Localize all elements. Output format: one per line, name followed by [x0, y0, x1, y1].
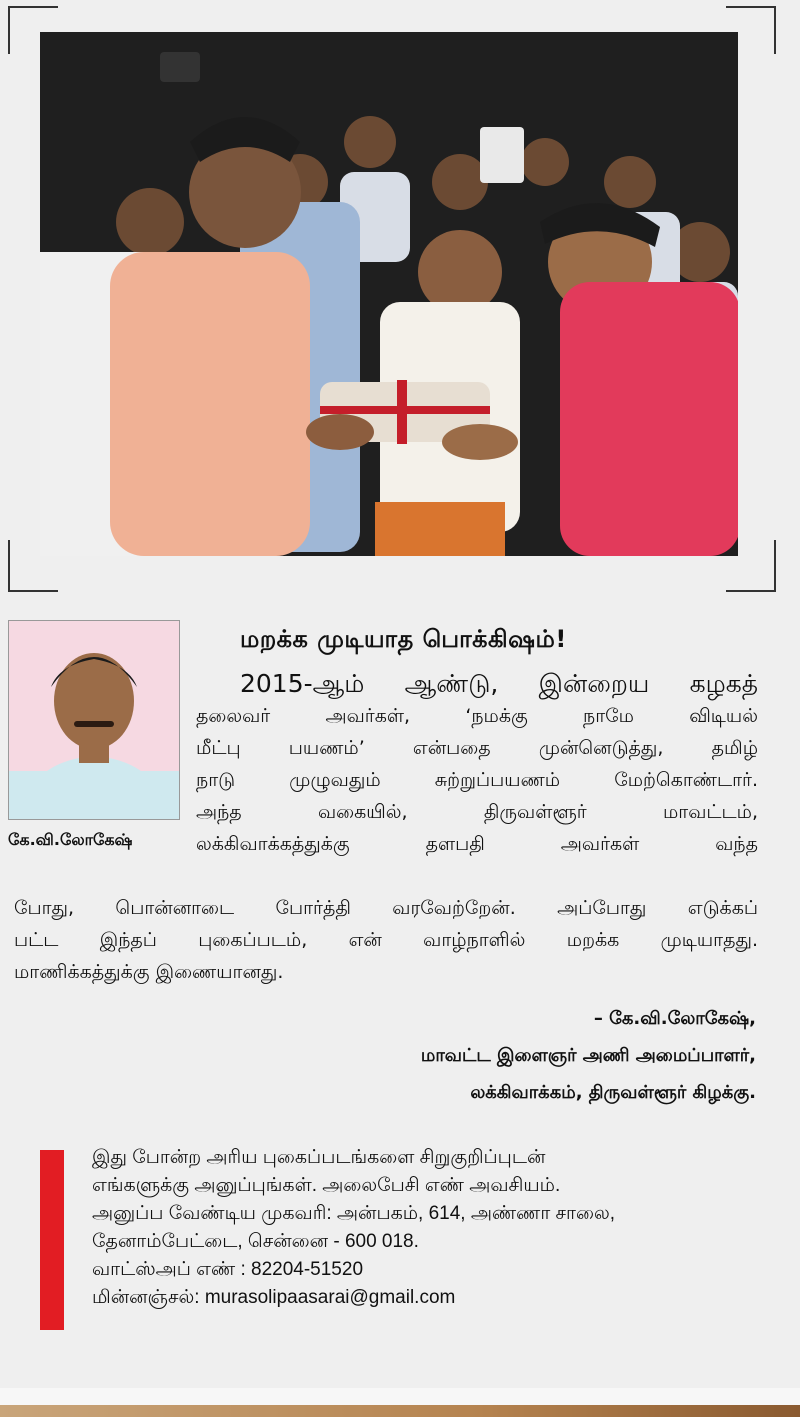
notice-whatsapp: வாட்ஸ்அப் எண் : 82204-51520	[92, 1259, 364, 1280]
article-line: லக்கிவாக்கத்துக்கு தளபதி அவர்கள் வந்த	[196, 833, 758, 855]
main-photograph	[40, 32, 738, 556]
notice-address: தேனாம்பேட்டை, சென்னை - 600 018.	[92, 1231, 419, 1252]
notice-address: அனுப்ப வேண்டிய முகவரி: அன்பகம், 614, அண்ணா சாலை,	[92, 1203, 616, 1224]
article-line: மாணிக்கத்துக்கு இணையானது.	[14, 961, 284, 983]
notice-accent-bar	[40, 1150, 64, 1330]
article-body-narrow	[196, 668, 758, 860]
page-bottom-bar	[0, 1405, 800, 1417]
article-line: பட்ட இந்தப் புகைப்படம், என் வாழ்நாளில் மறக்க முடியாதது.	[14, 929, 758, 951]
notice-text	[92, 1144, 752, 1312]
page-bottom-strip	[0, 1388, 800, 1417]
submission-notice	[40, 1147, 760, 1340]
notice-line: எங்களுக்கு அனுப்புங்கள். அலைபேசி எண் அவசியம்.	[92, 1175, 561, 1196]
signature-place: லக்கிவாக்கம், திருவள்ளூர் கிழக்கு.	[470, 1082, 756, 1103]
article-line: அந்த வகையில், திருவள்ளூர் மாவட்டம்,	[196, 801, 758, 823]
article-body-full	[14, 892, 758, 988]
notice-email[interactable]: மின்னஞ்சல்: murasolipaasarai@gmail.com	[92, 1287, 456, 1308]
notice-line: இது போன்ற அரிய புகைப்படங்களை சிறுகுறிப்புடன்	[92, 1147, 546, 1168]
article-line: 2015-ஆம் ஆண்டு, இன்றைய கழகத்	[240, 669, 758, 698]
portrait-photo	[8, 620, 180, 820]
article-line: போது, பொன்னாடை போர்த்தி வரவேற்றேன். அப்போது எடுக்கப்	[14, 897, 758, 919]
signature-role: மாவட்ட இளைஞர் அணி அமைப்பாளர்,	[420, 1045, 756, 1066]
signature-block	[236, 1000, 756, 1111]
article-line: தலைவர் அவர்கள், ‘நமக்கு நாமே விடியல்	[196, 705, 758, 727]
signature-name: – கே.வி.லோகேஷ்,	[593, 1008, 756, 1029]
article-headline: மறக்க முடியாத பொக்கிஷம்!	[240, 625, 567, 653]
article-line: மீட்பு பயணம்’ என்பதை முன்னெடுத்து, தமிழ்	[196, 737, 758, 759]
article-line: நாடு முழுவதும் சுற்றுப்பயணம் மேற்கொண்டார்.	[196, 769, 758, 791]
portrait-caption: கே.வி.லோகேஷ்	[8, 830, 133, 849]
